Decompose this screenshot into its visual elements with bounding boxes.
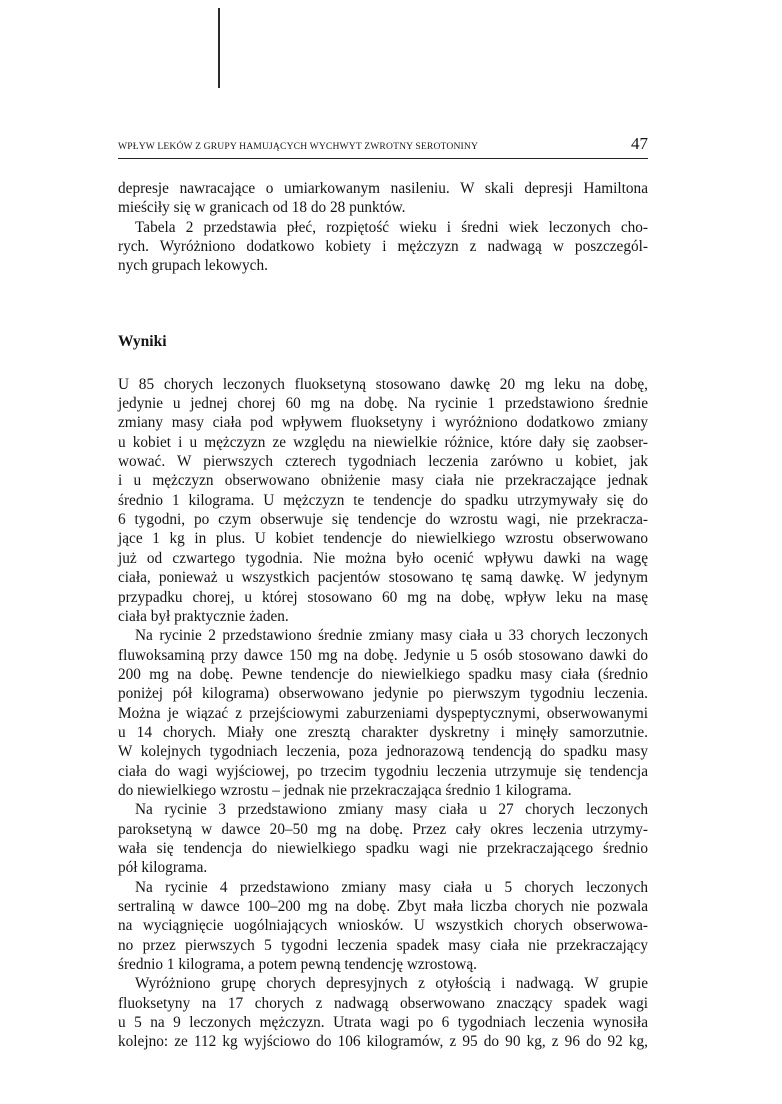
text-line: fluwoksaminą przy dawce 150 mg na dobę. Jedynie u 5 osób stosowano dawki do [118,646,648,664]
text-line: Wyróżniono grupę chorych depresyjnych z otyłością i nadwagą. W grupie [135,975,648,993]
text-line: do niewielkiego wzrostu – jednak nie przekraczająca średnio 1 kilograma. [118,781,572,799]
text-line: jedynie u jednej chorej 60 mg na dobę. Na rycinie 1 przedstawiono średnie [118,395,648,413]
text-line: u kobiet i u mężczyzn ze względu na niewielkie różnice, które dały się zaobser- [118,433,648,451]
text-line: i u mężczyzn obserwowano obniżenie masy ciała nie przekraczające jednak [118,472,648,490]
running-title: WPŁYW LEKÓW Z GRUPY HAMUJĄCYCH WYCHWYT ZWROTNY SEROTONINY [118,141,479,152]
text-line: Na rycinie 2 przedstawiono średnie zmiany masy ciała u 33 chorych leczonych [135,627,648,645]
text-line: sertraliną w dawce 100–200 mg na dobę. Zbyt mała liczba chorych nie pozwala [118,898,648,915]
paragraph-results-5 [118,974,648,1051]
text-line: Na rycinie 4 przedstawiono zmiany masy ciała u 5 chorych leczonych [135,878,648,896]
text-line: u 14 chorych. Miały one zresztą charakter dyskretny i minęły samorzutnie. [118,723,648,741]
text-line: Na rycinie 3 przedstawiono zmiany masy ciała u 27 chorych leczonych [135,801,648,819]
text-line: mieściły się w granicach od 18 do 28 punktów. [118,199,406,217]
text-line: paroksetyną w dawce 20–50 mg na dobę. Przez cały okres leczenia utrzymy- [118,820,648,838]
text-line: jące 1 kg in plus. U kobiet tendencje do niewielkiego wzrostu obserwowano [118,530,648,548]
text-line: Można je wiązać z przejściowymi zaburzeniami dyspeptycznymi, obserwowanymi [118,704,648,722]
text-line: 6 tygodni, po czym obserwuje się tendencje do wzrostu wagi, nie przekracza- [118,511,648,529]
text-line: ciała był praktycznie żaden. [118,607,289,625]
text-line: Tabela 2 przedstawia płeć, rozpiętość wieku i średni wiek leczonych cho- [135,218,648,236]
paragraph-results-1 [118,375,648,626]
paragraph-results-2 [118,626,648,800]
paragraph-results-4 [118,878,648,975]
text-line: średnio 1 kilograma. U mężczyzn te tendencje do spadku utrzymywały się do [118,491,648,509]
running-header [118,134,648,159]
text-line: już od czwartego tygodnia. Nie można było ocenić wpływu dawki na wagę [118,549,648,567]
section-heading-results: Wyniki [118,332,167,350]
text-line: średnio 1 kilograma, a potem pewną tendencję wzrostową. [118,956,477,974]
text-line: ciała, ponieważ u wszystkich pacjentów stosowano tę samą dawkę. W jedynym [118,569,648,587]
paragraph-results-3 [118,800,648,877]
text-line: przypadku chorej, u której stosowano 60 mg na dobę, wpływ leku na masę [118,588,648,606]
text-line: depresje nawracające o umiarkowanym nasileniu. W skali depresji Hamiltona [118,180,648,197]
text-line: zmiany masy ciała pod wpływem fluoksetyny i wyróżniono dodatkowo zmiany [118,414,648,432]
text-line: fluoksetyny na 17 chorych z nadwagą obserwowano znaczący spadek wagi [118,994,648,1012]
text-line: u 5 na 9 leczonych mężczyzn. Utrata wagi po 6 tygodniach leczenia wynosiła [118,1014,648,1032]
text-line: 200 mg na dobę. Pewne tendencje do niewielkiego spadku masy ciała (średnio [118,665,648,683]
text-line: wała się tendencja do niewielkiego spadku wagi nie przekraczającego średnio [118,839,648,857]
text-line: kolejno: ze 112 kg wyjściowo do 106 kilogramów, z 95 do 90 kg, z 96 do 92 kg, [118,1033,648,1051]
text-line: pół kilograma. [118,859,208,877]
paragraph-intro-1 [118,179,648,218]
text-line: na wyciągnięcie uogólniających wniosków. U wszystkich chorych obserwowa- [118,917,648,935]
text-line: no przez pierwszych 5 tygodni leczenia spadek masy ciała nie przekraczający [118,936,648,954]
text-line: wować. W pierwszych czterech tygodniach leczenia zarówno u kobiet, jak [118,453,648,471]
page-body [118,179,648,1052]
page-number: 47 [631,134,648,153]
text-line: nych grupach lekowych. [118,257,268,275]
scan-edge-mark [218,8,220,88]
text-line: U 85 chorych leczonych fluoksetyną stosowano dawkę 20 mg leku na dobę, [118,375,648,393]
text-line: W kolejnych tygodniach leczenia, poza jednorazową tendencją do spadku masy [118,743,648,761]
paragraph-intro-2 [118,218,648,276]
text-line: poniżej pół kilograma) obserwowano jedynie po pierwszym tygodniu leczenia. [118,685,648,703]
text-line: rych. Wyróżniono dodatkowo kobiety i mężczyzn z nadwagą w poszczegól- [118,238,648,256]
text-line: ciała do wagi wyjściowej, po trzecim tygodniu leczenia utrzymuje się tendencja [118,762,648,780]
